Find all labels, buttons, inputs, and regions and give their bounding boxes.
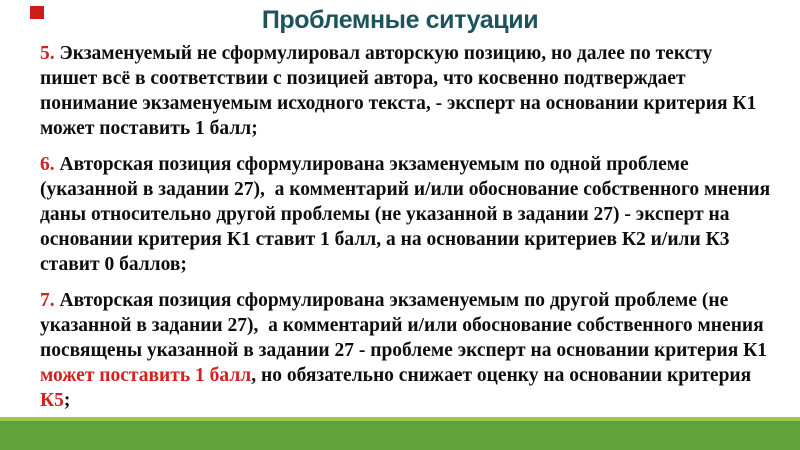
text-segment-red: 5. [40, 43, 60, 64]
problem-item-5 [40, 41, 772, 141]
problem-item-7 [40, 288, 772, 413]
problem-item-6 [40, 152, 776, 277]
slide-body-text [40, 41, 776, 424]
text-segment-black: Авторская позиция сформулирована экзаменуемым по другой проблеме (не указанной в задании 27), а комментарий и/или обоснование собственного мнения посвящены указанной в задании 27 - проблеме эксперт на основании критерия К1 [40, 290, 772, 361]
text-segment-red: 7. [40, 290, 60, 311]
footer-stripe-dark [0, 421, 800, 450]
text-segment-red: К5 [40, 390, 64, 411]
text-segment-black: Авторская позиция сформулирована экзаменуемым по одной проблеме (указанной в задании 27), а комментарий и/или обоснование собственного мнения даны относительно другой проблемы (не указанной в задании 27) - эксперт на основании критерия К1 ставит 1 балл, а на основании критериев К2 и/или К3 ставит 0 баллов; [40, 154, 776, 275]
text-segment-red: 6. [40, 154, 60, 175]
slide-title: Проблемные ситуации [261, 6, 539, 34]
text-segment-black: Экзаменуемый не сформулировал авторскую позицию, но далее по тексту пишет всё в соответствии с позицией автора, что косвенно подтверждает понимание экзаменуемым исходного текста, - эксперт на основании критерия К1 может поставить 1 балл; [40, 43, 762, 139]
footer-bar [0, 417, 800, 450]
text-segment-black: ; [63, 390, 71, 411]
text-segment-black: , но обязательно снижает оценку на основании критерия [251, 365, 757, 386]
text-segment-red: может поставить 1 балл [40, 365, 252, 386]
